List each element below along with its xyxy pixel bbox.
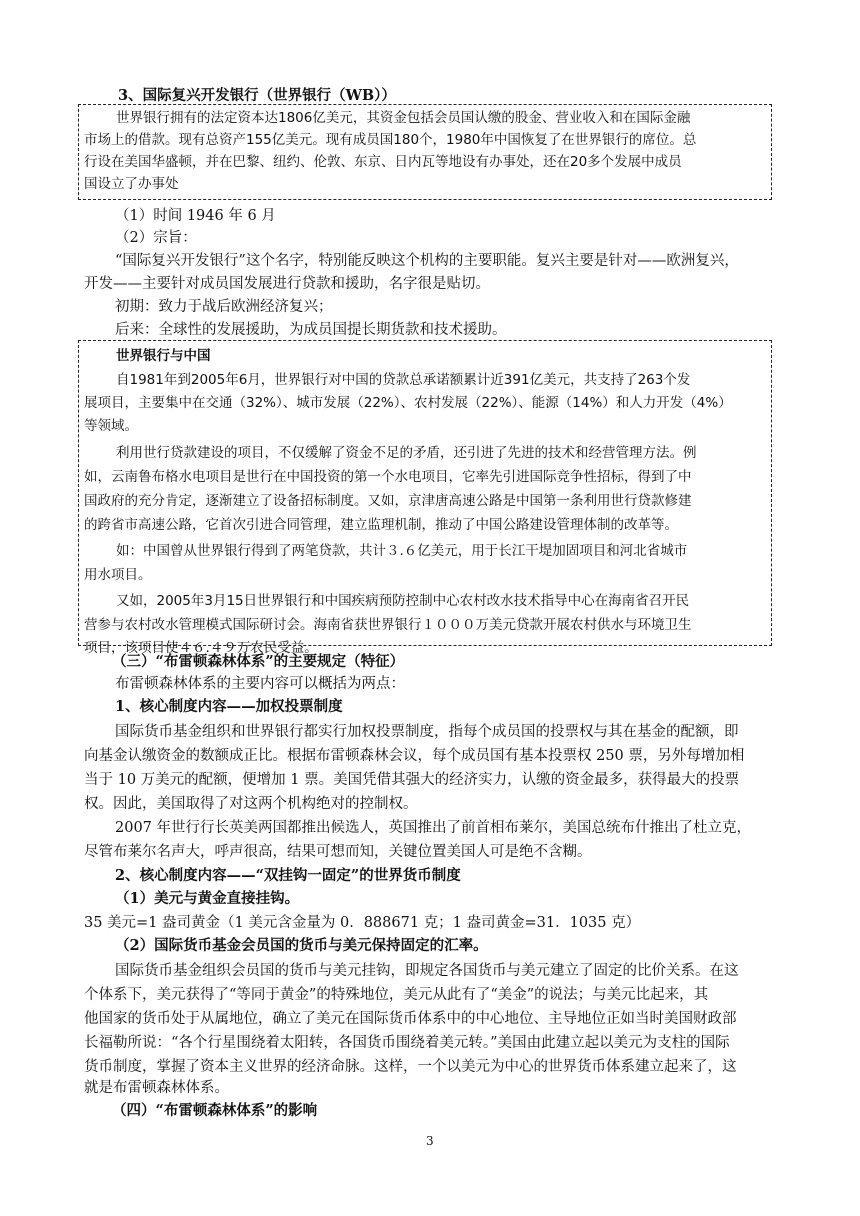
later-purpose: 后来：全球性的发展援助，为成员国提长期货款和技术援助。 (115, 322, 507, 338)
box-line: 营参与农村改水管理模式国际研讨会。海南省获世界银行１０００万美元贷款开展农村供水与环境卫生 (84, 617, 692, 633)
box-line: 用水项目。 (84, 567, 152, 583)
purpose-label: （2）宗旨： (115, 230, 197, 246)
box-line: 项目，该项目使４６.４９万农民受益。 (84, 640, 318, 656)
peg-2-heading: （2）国际货币基金会员国的货币与美元保持固定的汇率。 (115, 937, 488, 954)
info-box-line: 市场上的借款。现有总资产155亿美元。现有成员国180个，1980年中国恢复了在世界银行的席位。总 (84, 132, 697, 148)
paragraph-line: 国际货币基金组织会员国的货币与美元挂钩，即规定各国货币与美元建立了固定的比价关系。在这 (115, 963, 739, 979)
core-system-1-heading: 1、核心制度内容——加权投票制度 (115, 698, 343, 715)
paragraph-line: 2007 年世行行长英美两国都推出候选人，英国推出了前首相布莱尔，美国总统布什推出了杜立克， (115, 820, 752, 836)
section-heading-bretton-woods-impact: （四）“布雷顿森林体系”的影响 (112, 1102, 318, 1119)
section-heading-bretton-woods-rules: （三）“布雷顿森林体系”的主要规定（特征） (112, 653, 405, 670)
box-line: 如，云南鲁布格水电项目是世行在中国投资的第一个水电项目，它率先引进国际竞争性招标，得到了中 (84, 469, 692, 485)
box-line: 展项目，主要集中在交通（32%）、城市发展（22%）、农村发展（22%）、能源（14%）和人力开发（4%） (84, 395, 732, 411)
box-title: 世界银行与中国 (116, 348, 211, 364)
time-line: （1）时间 1946 年 6 月 (115, 208, 276, 224)
initial-purpose: 初期：致力于战后欧洲经济复兴； (115, 299, 333, 315)
paragraph-line: 权。因此，美国取得了对这两个机构绝对的控制权。 (84, 796, 418, 812)
box-line: 又如，2005年3月15日世界银行和中国疾病预防控制中心农村改水技术指导中心在海南省召开民 (116, 593, 690, 609)
paragraph-line: 货币制度，掌握了资本主义世界的经济命脉。这样，一个以美元为中心的世界货币体系建立起来了，这 (84, 1059, 737, 1075)
paragraph-line: 他国家的货币处于从属地位，确立了美元在国际货币体系中的中心地位、主导地位正如当时美国财政部 (84, 1011, 737, 1027)
core-system-2-heading: 2、核心制度内容——“双挂钩一固定”的世界货币制度 (115, 867, 461, 884)
paragraph-line: 国际货币基金组织和世界银行都实行加权投票制度，指每个成员国的投票权与其在基金的配额，即 (115, 724, 739, 740)
paragraph-line: 尽管布莱尔名声大，呼声很高，结果可想而知，关键位置美国人可是绝不含糊。 (84, 844, 592, 860)
paragraph-line: 就是布雷顿森林体系。 (84, 1080, 229, 1096)
box-line: 利用世行贷款建设的项目，不仅缓解了资金不足的矛盾，还引进了先进的技术和经营管理方法。例 (116, 445, 697, 461)
info-box-line: 行设在美国华盛顿，并在巴黎、纽约、伦敦、东京、日内瓦等地设有办事处，还在20多个发展中成员 (84, 154, 682, 170)
box-line: 如：中国曾从世界银行得到了两笔贷款，共计３.６亿美元，用于长江干堤加固项目和河北省城市 (116, 543, 688, 559)
paragraph-line: 开发——主要针对成员国发展进行贷款和援助，名字很是贴切。 (84, 276, 490, 292)
paragraph-line: “国际复兴开发银行”这个名字，特别能反映这个机构的主要职能。复兴主要是针对——欧洲复兴， (115, 253, 739, 269)
box-line: 国政府的充分肯定，逐渐建立了设备招标制度。又如，京津唐高速公路是中国第一条利用世行贷款修建 (84, 493, 692, 509)
paragraph-line: 个体系下，美元获得了“等同于黄金”的特殊地位，美元从此有了“美金”的说法；与美元比起来，其 (84, 987, 709, 1003)
box-line: 自1981年到2005年6月，世界银行对中国的贷款总承诺额累计近391亿美元，共支持了263个发 (116, 372, 691, 388)
section-intro: 布雷顿森林体系的主要内容可以概括为两点： (115, 676, 405, 692)
paragraph-line: 长福勒所说：“各个行星围绕着太阳转，各国货币围绕着美元转。”美国由此建立起以美元为支柱的国际 (84, 1035, 730, 1051)
section-heading-world-bank: 3、国际复兴开发银行（世界银行（WB）） (118, 87, 396, 104)
info-box-line: 国设立了办事处 (84, 176, 179, 192)
page-number: 3 (426, 1134, 434, 1148)
box-line: 的跨省市高速公路，它首次引进合同管理，建立监理机制，推动了中国公路建设管理体制的改革等。 (84, 517, 678, 533)
peg-1-heading: （1）美元与黄金直接挂钩。 (115, 890, 300, 907)
paragraph-line: 当于 10 万美元的配额，便增加 1 票。美国凭借其强大的经济实力，认缴的资金最多，获得最大的投票 (84, 772, 740, 788)
gold-peg-line: 35 美元=1 盎司黄金（1 美元含金量为 0．888671 克；1 盎司黄金=31．1035 克） (84, 915, 641, 931)
box-line: 等领域。 (84, 418, 138, 434)
info-box-line: 世界银行拥有的法定资本达1806亿美元，其资金包括会员国认缴的股金、营业收入和在国际金融 (116, 110, 691, 126)
paragraph-line: 向基金认缴资金的数额成正比。根据布雷顿森林会议，每个成员国有基本投票权 250 票，另外每增加相 (84, 748, 745, 764)
